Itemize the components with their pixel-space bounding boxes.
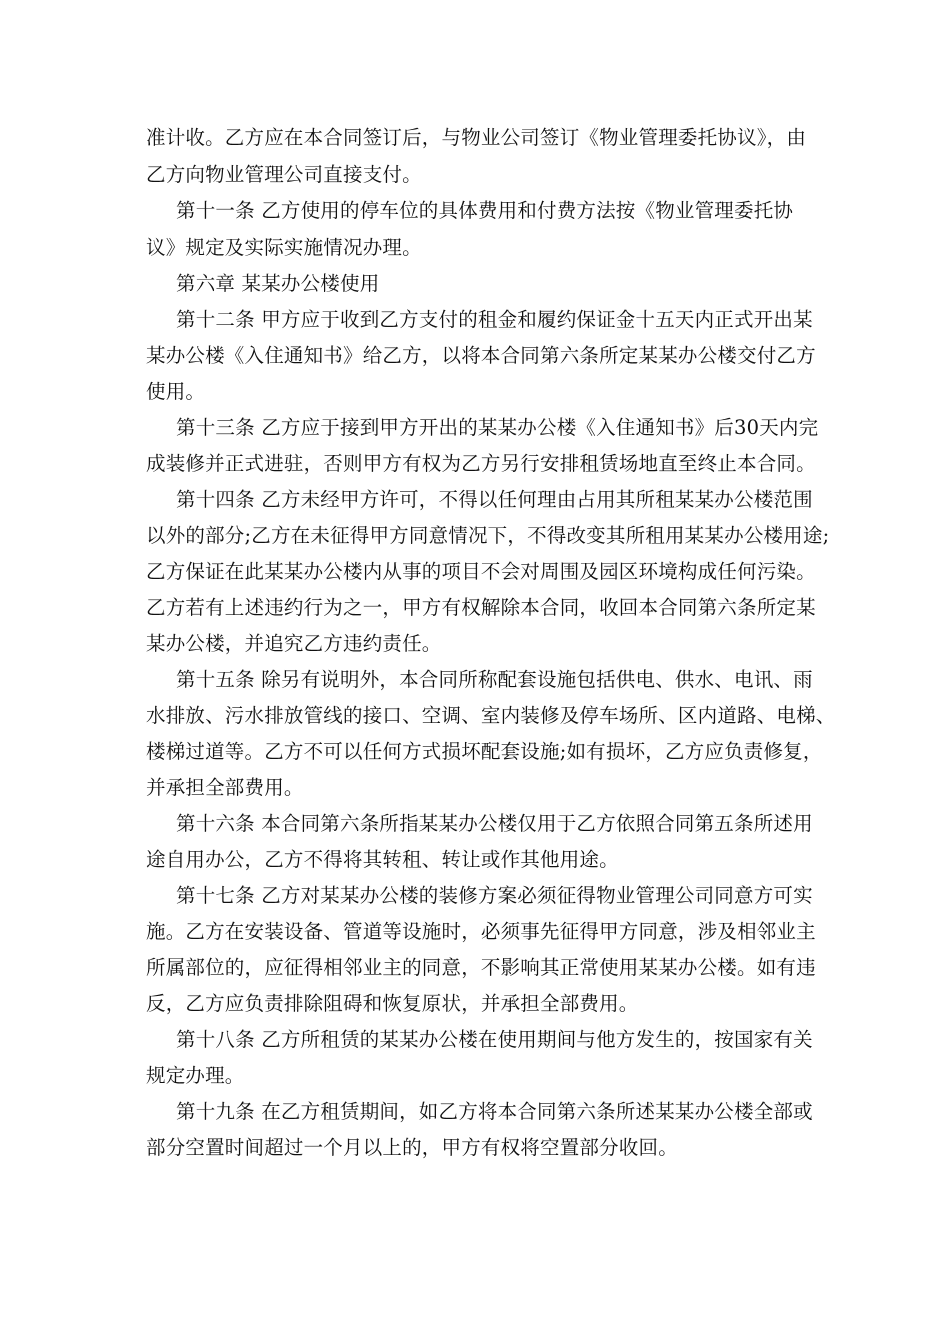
article-14-heading: 第十四条 乙方未经甲方许可，不得以任何理由占用其所租某某办公楼范围 (176, 488, 813, 511)
text-line: 反，乙方应负责排除阻碍和恢复原状，并承担全部费用。 (146, 992, 639, 1015)
article-11-heading: 第十一条 乙方使用的停车位的具体费用和付费方法按《物业管理委托协 (176, 199, 794, 222)
article-16-heading: 第十六条 本合同第六条所指某某办公楼仅用于乙方依照合同第五条所述用 (176, 812, 813, 835)
text-line: 某办公楼，并追究乙方违约责任。 (146, 632, 442, 655)
article-13-heading: 第十三条 乙方应于接到甲方开出的某某办公楼《入住通知书》后30天内完 (176, 416, 819, 439)
article-18-heading: 第十八条 乙方所租赁的某某办公楼在使用期间与他方发生的，按国家有关 (176, 1028, 813, 1051)
article-12-heading: 第十二条 甲方应于收到乙方支付的租金和履约保证金十五天内正式开出某 (176, 308, 813, 331)
text-line: 乙方若有上述违约行为之一，甲方有权解除本合同，收回本合同第六条所定某 (146, 596, 816, 619)
article-17-heading: 第十七条 乙方对某某办公楼的装修方案必须征得物业管理公司同意方可实 (176, 884, 813, 907)
text-line: 途自用办公，乙方不得将其转租、转让或作其他用途。 (146, 848, 619, 871)
text-line: 以外的部分;乙方在未征得甲方同意情况下，不得改变其所租用某某办公楼用途; (146, 524, 830, 547)
text-line: 乙方保证在此某某办公楼内从事的项目不会对周围及园区环境构成任何污染。 (146, 560, 816, 583)
text-line: 部分空置时间超过一个月以上的，甲方有权将空置部分收回。 (146, 1136, 678, 1159)
article-15-heading: 第十五条 除另有说明外，本合同所称配套设施包括供电、供水、电讯、雨 (176, 668, 813, 691)
text-line: 成装修并正式进驻，否则甲方有权为乙方另行安排租赁场地直至终止本合同。 (146, 452, 816, 475)
text-line: 准计收。乙方应在本合同签订后，与物业公司签订《物业管理委托协议》，由 (146, 126, 807, 149)
chapter-6-heading: 第六章 某某办公楼使用 (176, 272, 380, 295)
text-line: 所属部位的，应征得相邻业主的同意，不影响其正常使用某某办公楼。如有违 (146, 956, 816, 979)
text-line: 乙方向物业管理公司直接支付。 (146, 163, 422, 186)
text-line: 水排放、污水排放管线的接口、空调、室内装修及停车场所、区内道路、电梯、 (146, 704, 836, 727)
text-line: 并承担全部费用。 (146, 776, 304, 799)
article-19-heading: 第十九条 在乙方租赁期间，如乙方将本合同第六条所述某某办公楼全部或 (176, 1100, 813, 1123)
text-line: 使用。 (146, 380, 206, 403)
text-line: 楼梯过道等。乙方不可以任何方式损坏配套设施;如有损坏，乙方应负责修复， (146, 740, 823, 763)
text-line: 议》规定及实际实施情况办理。 (146, 236, 422, 259)
text-line: 规定办理。 (146, 1064, 245, 1087)
text-line: 某办公楼《入住通知书》给乙方，以将本合同第六条所定某某办公楼交付乙方 (146, 344, 816, 367)
text-line: 施。乙方在安装设备、管道等设施时，必须事先征得甲方同意，涉及相邻业主 (146, 920, 816, 943)
